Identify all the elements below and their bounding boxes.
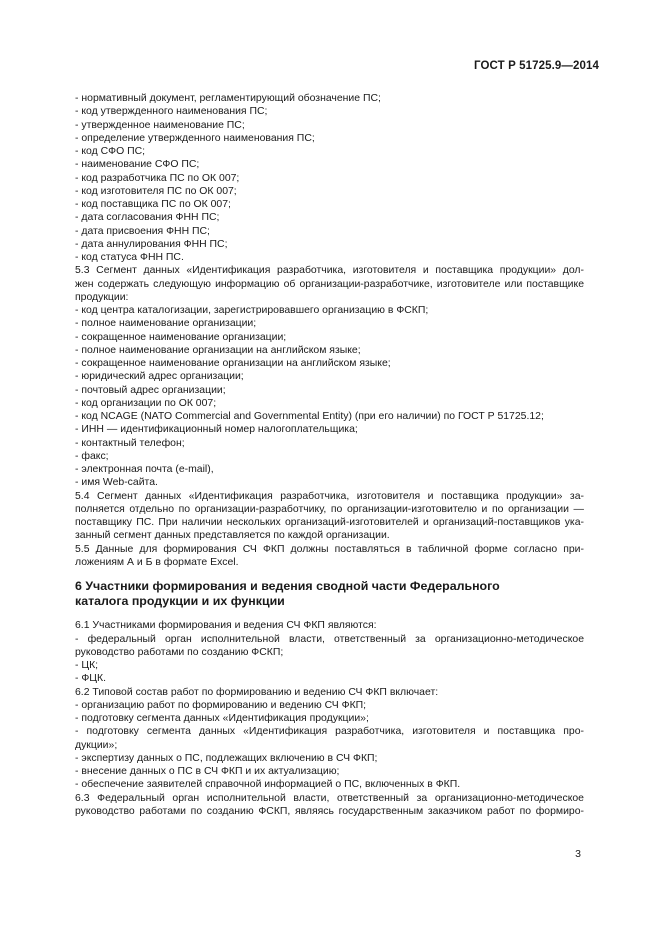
list-item: - нормативный документ, регламентирующий обозначение ПС;	[75, 93, 381, 104]
list-item: - дата аннулирования ФНН ПС;	[75, 238, 228, 250]
paragraph-line: 6.3 Федеральный орган исполнительной власти, ответственный за организационно-методическое	[75, 792, 584, 804]
list-item: - дата согласования ФНН ПС;	[75, 212, 220, 224]
paragraph-line: занный сегмент данных представляется по каждой организации.	[75, 530, 390, 542]
list-item: - код СФО ПС;	[75, 146, 146, 157]
paragraph-line: поставщику ПС. При наличии нескольких организаций-изготовителей и организаций-поставщиков ука-	[75, 517, 584, 528]
paragraph-line: полняется отдельно по организации-разработчику, по организации-изготовителю и по организации —	[75, 503, 584, 515]
list-item: - код изготовителя ПС по ОК 007;	[75, 185, 237, 197]
paragraph-line: 5.5 Данные для формирования СЧ ФКП должны поставляться в табличной форме согласно при-	[75, 543, 584, 555]
paragraph-line: 5.4 Сегмент данных «Идентификация разработчика, изготовителя и поставщика продукции» за-	[75, 490, 584, 502]
list-item: - ЦК;	[75, 660, 99, 672]
paragraph-line: ложениям А и Б в формате Excel.	[75, 556, 239, 568]
list-item: - код разработчика ПС по ОК 007;	[75, 172, 240, 184]
list-item: - код NCAGE (NATO Commercial and Governmental Entity) (при его наличии) по ГОСТ Р 51725.12;	[75, 411, 544, 422]
identification-list	[75, 92, 584, 264]
standard-header: ГОСТ Р 51725.9—2014	[474, 60, 599, 72]
list-item: - внесение данных о ПС в СЧ ФКП и их актуализацию;	[75, 766, 340, 778]
section-title	[75, 579, 584, 609]
paragraph-line: 6.1 Участниками формирования и ведения СЧ ФКП являются:	[75, 620, 377, 632]
page-number: 3	[575, 848, 581, 860]
list-item: - почтовый адрес организации;	[75, 384, 226, 396]
list-item: - обеспечение заявителей справочной информацией о ПС, включенных в ФКП.	[75, 779, 461, 791]
list-item: - ИНН — идентификационный номер налогоплательщика;	[75, 424, 358, 436]
list-item: - дата присвоения ФНН ПС;	[75, 225, 210, 237]
paragraph-line: жен содержать следующую информацию об организации-разработчике, изготовителе или поставщике	[75, 278, 584, 290]
list-item: - код поставщика ПС по ОК 007;	[75, 199, 231, 210]
list-item: - контактный телефон;	[75, 437, 185, 449]
list-item: - экспертизу данных о ПС, подлежащих включению в СЧ ФКП;	[75, 752, 378, 764]
document-body	[75, 92, 584, 818]
list-item: - организацию работ по формированию и ведению СЧ ФКП;	[75, 699, 367, 711]
list-item: - юридический адрес организации;	[75, 371, 244, 383]
list-item: - сокращенное наименование организации;	[75, 331, 287, 343]
list-item: руководство работами по созданию ФСКП;	[75, 646, 284, 658]
list-item: - код организации по ОК 007;	[75, 397, 217, 409]
list-item: - сокращенное наименование организации на английском языке;	[75, 358, 391, 369]
list-item: - электронная почта (e-mail),	[75, 464, 214, 475]
list-item: - факс;	[75, 450, 109, 462]
paragraph-line: 6.2 Типовой состав работ по формированию и ведению СЧ ФКП включает:	[75, 686, 439, 698]
section-title-line: 6 Участники формирования и ведения сводной части Федерального	[75, 579, 500, 593]
list-item: - наименование СФО ПС;	[75, 159, 200, 171]
list-item: - код центра каталогизации, зарегистрировавшего организацию в ФСКП;	[75, 305, 429, 316]
list-item: - определение утвержденного наименования ПС;	[75, 132, 315, 144]
list-item: - полное наименование организации на английском языке;	[75, 344, 361, 356]
list-item: - утвержденное наименование ПС;	[75, 119, 245, 131]
paragraph-5-5	[75, 543, 584, 570]
list-item: - код статуса ФНН ПС.	[75, 252, 184, 263]
paragraph-line: руководство работами по созданию ФСКП, являясь государственным заказчиком работ по формиро-	[75, 805, 584, 817]
paragraph-5-3	[75, 264, 584, 489]
list-item: - подготовку сегмента данных «Идентификация продукции»;	[75, 713, 369, 725]
paragraph-6-2	[75, 686, 584, 792]
list-item: - полное наименование организации;	[75, 318, 257, 330]
list-item: - имя Web-сайта.	[75, 477, 158, 489]
paragraph-6-1	[75, 619, 584, 685]
paragraph-line: продукции:	[75, 291, 129, 303]
paragraph-5-4	[75, 490, 584, 543]
section-title-line: каталога продукции и их функции	[75, 594, 285, 609]
list-item: - код утвержденного наименования ПС;	[75, 106, 268, 118]
list-item: - подготовку сегмента данных «Идентификация разработчика, изготовителя и поставщика про-	[75, 726, 584, 738]
list-item: - ФЦК.	[75, 673, 107, 685]
paragraph-line: 5.3 Сегмент данных «Идентификация разработчика, изготовителя и поставщика продукции» дол-	[75, 265, 584, 277]
list-item: - федеральный орган исполнительной власти, ответственный за организационно-методическое	[75, 633, 584, 645]
paragraph-6-3	[75, 792, 584, 819]
list-item: дукции»;	[75, 739, 118, 751]
